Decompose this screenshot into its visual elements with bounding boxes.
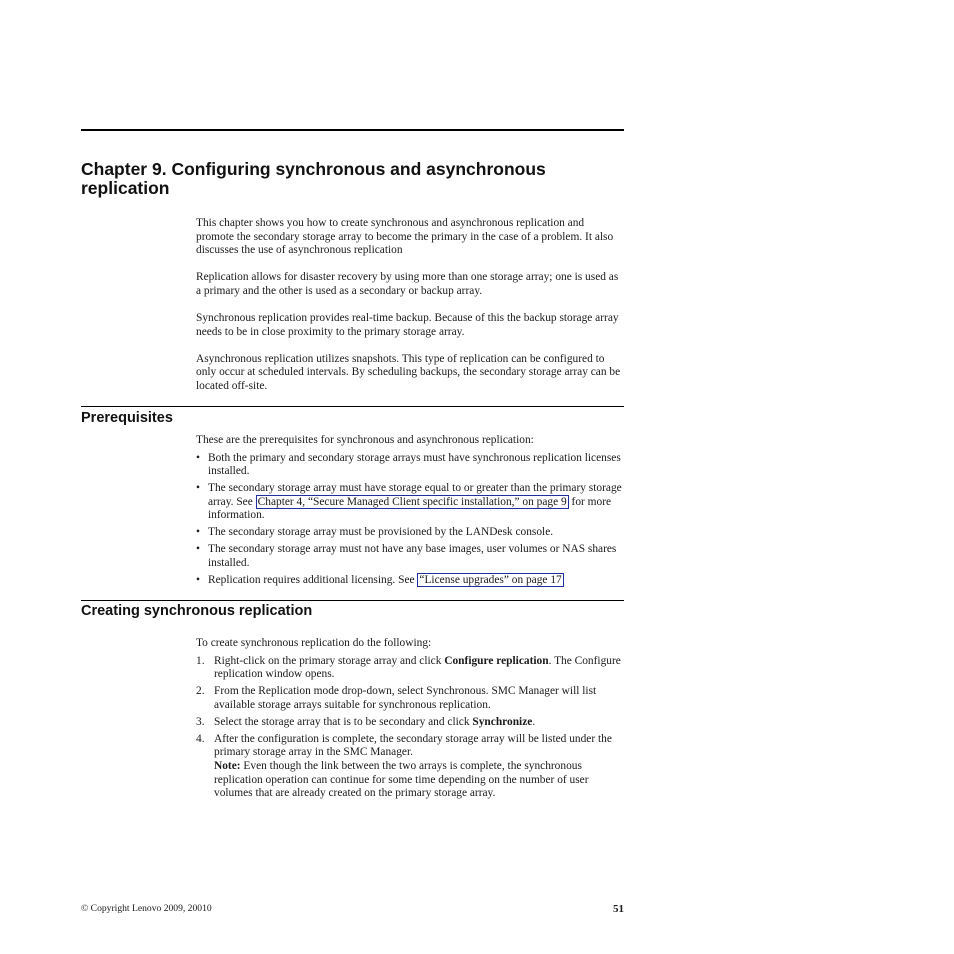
list-item	[196, 685, 624, 712]
list-item	[196, 452, 624, 479]
configure-replication-term: Configure replication	[444, 654, 549, 667]
chapter-intro	[196, 217, 624, 393]
step-number: 1.	[196, 654, 205, 667]
list-item-text: Both the primary and secondary storage arrays must have synchronous replication licenses installed.	[208, 451, 621, 478]
list-item	[196, 733, 624, 801]
intro-paragraph: Replication allows for disaster recovery by using more than one storage array; one is used as a primary and the other is used as a secondary or backup array.	[196, 271, 619, 297]
copyright: © Copyright Lenovo 2009, 20010	[81, 903, 212, 914]
step-text: . The Configure replication window opens.	[214, 654, 621, 681]
list-item	[196, 526, 624, 540]
creating-heading: Creating synchronous replication	[81, 603, 313, 619]
prerequisites-lead: These are the prerequisites for synchronous and asynchronous replication:	[196, 434, 534, 446]
bullet: •	[196, 482, 200, 495]
bullet: •	[196, 573, 200, 586]
step-text: Select the storage array that is to be secondary and click	[214, 715, 473, 728]
creating-lead: To create synchronous replication do the following:	[196, 637, 432, 649]
bullet: •	[196, 526, 200, 539]
bullet: •	[196, 543, 200, 556]
list-item-text: for more information.	[208, 495, 612, 522]
step-number: 4.	[196, 732, 205, 745]
chapter-4-link[interactable]: Chapter 4, “Secure Managed Client specific installation,” on page 9	[257, 495, 567, 508]
prerequisites-list	[196, 452, 624, 588]
note-label: Note:	[214, 759, 241, 772]
creating-steps	[196, 655, 624, 801]
list-item	[196, 482, 624, 523]
bullet: •	[196, 451, 200, 464]
intro-paragraph: Asynchronous replication utilizes snapshots. This type of replication can be configured to only occur at scheduled intervals. By scheduling backups, the secondary storage array can be located off-site.	[196, 352, 621, 392]
list-item-text: The secondary storage array must not have any base images, user volumes or NAS shares installed.	[208, 543, 617, 569]
list-item	[196, 716, 624, 730]
note	[214, 760, 624, 801]
chapter-top-rule	[81, 129, 624, 131]
license-upgrades-link[interactable]: “License upgrades” on page 17	[419, 573, 562, 586]
intro-paragraph: Synchronous replication provides real-time backup. Because of this the backup storage array needs to be in close proximity to the primary storage array.	[196, 311, 619, 338]
page-number: 51	[613, 903, 624, 915]
list-item-text: The secondary storage array must have storage equal to or greater than the primary storage array. See	[208, 482, 622, 508]
step-number: 2.	[196, 685, 205, 698]
step-text: .	[532, 715, 536, 728]
list-item-text: The secondary storage array must be provisioned by the LANDesk console.	[208, 526, 554, 539]
list-item-text: Replication requires additional licensing. See	[208, 573, 418, 586]
step-number: 3.	[196, 715, 205, 728]
step-text: After the configuration is complete, the secondary storage array will be listed under the primary storage array in the SMC Manager.	[214, 732, 612, 759]
prerequisites-section	[196, 434, 624, 591]
note-text: Even though the link between the two arrays is complete, the synchronous replication operation can continue for some time depending on the number of user volumes that are already created on the primary storage array.	[214, 759, 589, 800]
list-item	[196, 574, 624, 588]
section-rule	[81, 406, 624, 407]
intro-paragraph: This chapter shows you how to create synchronous and asynchronous replication and promote the secondary storage array to become the primary in the case of a problem. It also discusses the use of asynchronous replication	[196, 217, 614, 257]
prerequisites-heading: Prerequisites	[81, 410, 173, 426]
creating-section	[196, 637, 624, 804]
chapter-title: Chapter 9. Configuring synchronous and asynchronous replication	[81, 159, 546, 198]
step-text: From the Replication mode drop-down, select Synchronous. SMC Manager will list available storage arrays suitable for synchronous replication.	[214, 685, 597, 711]
list-item	[196, 655, 624, 682]
step-text: Right-click on the primary storage array and click	[214, 654, 445, 667]
section-rule	[81, 600, 624, 601]
list-item	[196, 543, 624, 570]
synchronize-term: Synchronize	[472, 715, 533, 728]
